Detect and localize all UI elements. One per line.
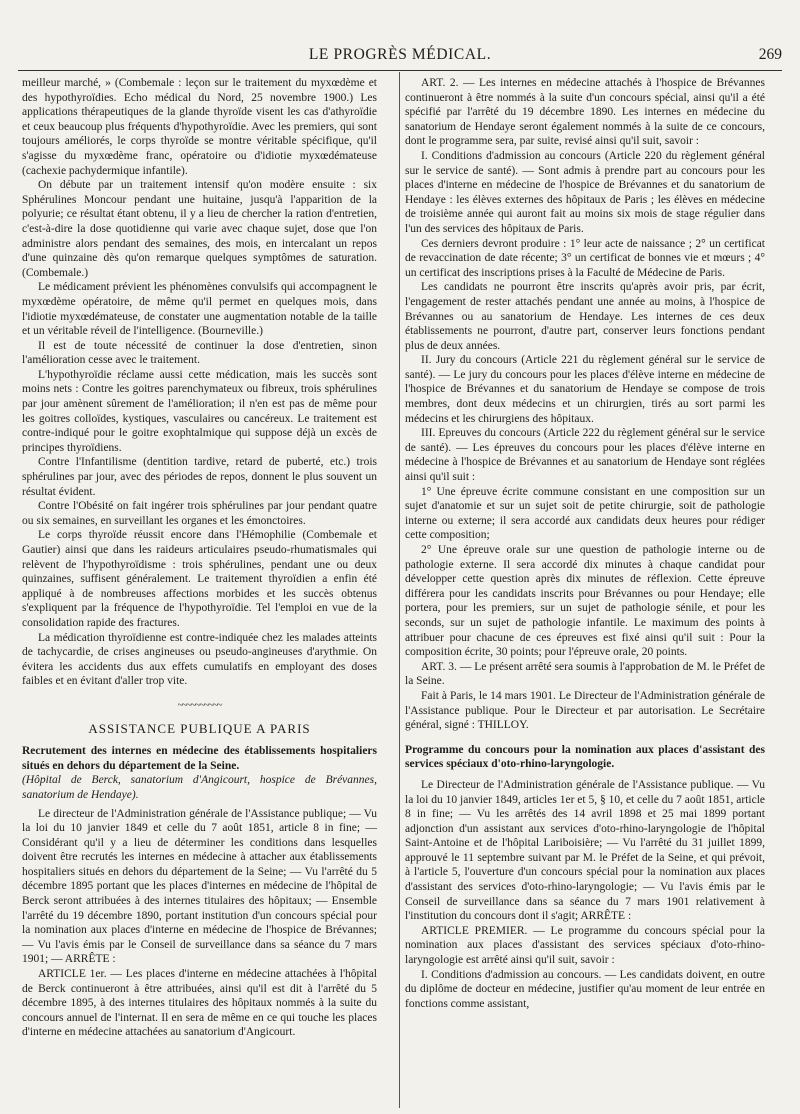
- paragraph: Les candidats ne pourront être inscrits qu'après avoir pris, par écrit, l'engagement de rester attachés pendant une année au moins, à l'hospice de Brévannes ou au sanatorium de Hendaye. Les internes de ces deux établissements ne pourront, d'autre part, conserver leurs fonctions pendant plus de deux années.: [405, 281, 765, 352]
- article-title: Programme du concours pour la nomination aux places d'assistant des services spéciaux d'oto-rhino-laryngologie.: [405, 743, 765, 771]
- paragraph: ARTICLE 1er. — Les places d'interne en médecine attachées à l'hôpital de Berck continueront à être attribuées, ainsi qu'il est dit à l'arrêté du 5 décembre 1895, à des internes titulaires des hôpitaux nommés à la suite du concours annuel de l'internat. Il en sera de même en ce qui touche les places d'interne en médecine attachées au sanatorium d'Angicourt.: [22, 968, 377, 1039]
- paragraph: meilleur marché, » (Combemale : leçon sur le traitement du myxœdème et des hypothyroïdies. Echo médical du Nord, 25 novembre 1900.) Les applications thérapeutiques de la glande thyroïde visent les cas d'athyroïdie et ceux beaucoup plus fréquents d'hypothyroïdie. Avec les premiers, qui sont toujours améliorés, le corps thyroïde se montre véritable spécifique, qu'il s'agisse du myxœdème franc, opératoire ou d'idiotie myxœdémateuse (cachexie pachydermique infantile).: [22, 77, 377, 177]
- paragraph: I. Conditions d'admission au concours (Article 220 du règlement général sur le service de santé). — Sont admis à prendre part au concours pour les places d'interne en médecine de l'hospice de Brévannes et du sanatorium de Hendaye : les élèves externes des hôpitaux de Paris ; les élèves en médecine de troisième année qui auront fait au moins six mois de stage régulier dans l'un des services des hôpitaux de Paris.: [405, 149, 765, 235]
- paragraph: III. Epreuves du concours (Article 222 du règlement général sur le service de santé). — Les épreuves du concours pour les places d'élève interne en médecine à l'hospice de Brévannes et au sanatorium de Hendaye sont réglées ainsi qu'il suit :: [405, 427, 765, 484]
- paragraph: La médication thyroïdienne est contre-indiquée chez les malades atteints de tachycardie, de crises angineuses ou pseudo-angineuses d'arythmie. On évitera les accidents dus aux effets cumulatifs en employant des doses faibles et en évitant d'aller trop vite.: [22, 631, 377, 688]
- paragraph: I. Conditions d'admission au concours. — Les candidats doivent, en outre du diplôme de docteur en médecine, justifier qu'au moment de leur entrée en fonctions comme assistant,: [405, 968, 765, 1010]
- paragraph: ART. 2. — Les internes en médecine attachés à l'hospice de Brévannes continueront à être nommés à la suite d'un concours spécial, ainsi qu'il a été spécifié par l'arrêté du 19 décembre 1890. Les internes en médecine du sanatorium de Hendaye seront également nommés à la suite de ce concours, dont le programme sera, par suite, revisé ainsi qu'il suit, savoir :: [405, 77, 765, 148]
- paragraph: II. Jury du concours (Article 221 du règlement général sur le service de santé). — Le jury du concours pour les places d'élève interne en médecine de l'hospice de Brévannes et du sanatorium de Hendaye se compose de trois membres, dont deux médecins et un chirurgien, tirés au sort parmi les médecins et les chirurgiens des hôpitaux.: [405, 354, 765, 425]
- section-title: ASSISTANCE PUBLIQUE A PARIS: [88, 720, 311, 736]
- ornamental-divider: ~~~~~~~~~~: [177, 699, 222, 711]
- paragraph: 1° Une épreuve écrite commune consistant en une composition sur un sujet d'anatomie et sur un sujet soit de petite chirurgie, soit de pathologie interne ou externe; il sera accordé aux candidats deux heures pour rédiger cette composition;: [405, 485, 765, 542]
- page-number: 269: [758, 46, 782, 63]
- paragraph: Fait à Paris, le 14 mars 1901. Le Directeur de l'Administration générale de l'Assistance publique. Pour le Directeur et par autorisation. Le Secrétaire général, signé : THILLOY.: [405, 689, 765, 732]
- paragraph: Le Directeur de l'Administration générale de l'Assistance publique. — Vu la loi du 10 janvier 1849, articles 1er et 5, § 10, et celle du 7 août 1851, article 8 in fine; — Vu les arrêtés des 14 avril 1898 et 25 mai 1899 portant adjonction d'un assistant aux services d'oto-rhino-laryngologie de l'hôpital Saint-Antoine et de l'hôpital Lariboisière; — Vu l'arrêté du 31 juillet 1899, approuvé le 11 septembre suivant par M. le Préfet de la Seine, et qui prévoit, à l'article 5, l'ouverture d'un concours spécial pour la nomination aux places d'assistant des services d'oto-rhino-laryngologie; — Vu l'avis émis par le Conseil de surveillance dans sa séance du 7 mars 1901 relativement à l'institution du concours dont il s'agit; ARRÊTE :: [405, 778, 765, 923]
- right-column: [405, 76, 765, 1011]
- paragraph: Le directeur de l'Administration générale de l'Assistance publique; — Vu la loi du 10 janvier 1849 et celle du 7 août 1851, article 8 in fine; — Considérant qu'il y a lieu de déterminer les conditions dans lesquelles doivent être recrutés les internes en médecine à attacher aux établissements hospitaliers situés en dehors du département de la Seine; — Vu l'arrêté du 5 décembre 1895 portant que les places d'internes en médecine de l'hôpital de Berck seront attribuées à des internes titulaires des hôpitaux; — Ensemble l'arrêté du 19 décembre 1890, portant institution d'un concours spécial pour la nomination aux places d'interne en médecine de l'hospice de Brévannes; — Vu l'avis émis par le Conseil de surveillance dans sa séance du 7 mars 1901; — ARRÊTE :: [22, 807, 377, 966]
- paragraph: 2° Une épreuve orale sur une question de pathologie interne ou de pathologie externe. Il sera accordé dix minutes à chaque candidat pour développer cette question après dix minutes de réflexion. Cette épreuve différera pour les candidats inscrits pour Brévannes ou pour Hendaye; elle portera, pour les premiers, sur un sujet de pathologie sénile, et pour les seconds, sur un sujet de pathologie infantile. Le maximum des points à attribuer pour chacune de ces épreuves est fixé ainsi qu'il suit : Pour la composition écrite, 30 points; pour l'épreuve orale, 20 points.: [405, 544, 765, 659]
- paragraph: ART. 3. — Le présent arrêté sera soumis à l'approbation de M. le Préfet de la Seine.: [405, 660, 765, 688]
- column-divider: [399, 72, 400, 1108]
- page-header: [18, 46, 782, 66]
- paragraph: ARTICLE PREMIER. — Le programme du concours spécial pour la nomination aux places d'assistant des services spéciaux d'oto-rhino-laryngologie est arrêté ainsi qu'il suit, savoir :: [405, 924, 765, 967]
- paragraph: Le médicament prévient les phénomènes convulsifs qui accompagnent le myxœdème opératoire, de même qu'il permet en quelques mois, dans l'idiotie myxœdémateuse, de constater une augmentation notable de la taille et un véritable réveil de l'intelligence. (Bourneville.): [22, 281, 377, 338]
- article-subtitle: (Hôpital de Berck, sanatorium d'Angicourt, hospice de Brévannes, sanatorium de Hendaye).: [22, 774, 377, 801]
- header-rule: [18, 70, 782, 71]
- paragraph: Ces derniers devront produire : 1° leur acte de naissance ; 2° un certificat de revaccination de date récente; 3° un certificat de bonnes vie et mœurs ; 4° un certificat des inscriptions prises à la Faculté de Médecine de Paris.: [405, 237, 765, 279]
- paragraph: L'hypothyroïdie réclame aussi cette médication, mais les succès sont moins nets : Contre les goitres parenchymateux ou fibreux, trois sphérulines par jour amènent sûrement de l'amélioration; il n'en est pas de même pour les goitres colloïdes, kystiques, vasculaires ou cancéreux. Le traitement est contre-indiqué pour le goitre exophtalmique qui suppose déjà un excès de principes thyroïdiens.: [22, 368, 377, 454]
- paragraph: On débute par un traitement intensif qu'on modère ensuite : six Sphérulines Moncour pendant une huitaine, jusqu'à l'apparition de la polyurie; ce résultat étant obtenu, il y a lieu de chercher la ration d'entretien, c'est-à-dire la dose quotidienne qui varie avec chaque sujet, dose que l'on administre alors pendant des semaines, des mois, en intercalant un repos d'une quinzaine dès qu'on remarque quelques symptômes de saturation. (Combemale.): [22, 179, 377, 279]
- paragraph: Il est de toute nécessité de continuer la dose d'entretien, sinon l'amélioration cesse avec le traitement.: [22, 339, 377, 367]
- paragraph: Le corps thyroïde réussit encore dans l'Hémophilie (Combemale et Gautier) ainsi que dans les raideurs articulaires pseudo-rhumatismales qui relèvent de l'hypothyroïdisme : trois sphérulines, pendant une ou deux quinzaines, suffisent généralement. Le traitement thyroïdien a enfin été appliqué à de nombreuses affections morbides et les succès obtenus s'expliquent par la fréquence de l'hypothyroïdie. Tel l'emploi en vue de la consolidation rapide des fractures.: [22, 529, 377, 629]
- article-title: Recrutement des internes en médecine des établissements hospitaliers situés en dehors du département de la Seine.: [22, 745, 377, 772]
- left-column: [22, 76, 377, 1040]
- journal-title: LE PROGRÈS MÉDICAL.: [308, 46, 492, 63]
- paragraph: Contre l'Obésité on fait ingérer trois sphérulines par jour pendant quatre ou six semaines, en surveillant les organes et les émonctoires.: [22, 500, 377, 527]
- paragraph: Contre l'Infantilisme (dentition tardive, retard de puberté, etc.) trois sphérulines par jour, avec des périodes de repos, donnent le plus souvent un résultat évident.: [22, 456, 377, 498]
